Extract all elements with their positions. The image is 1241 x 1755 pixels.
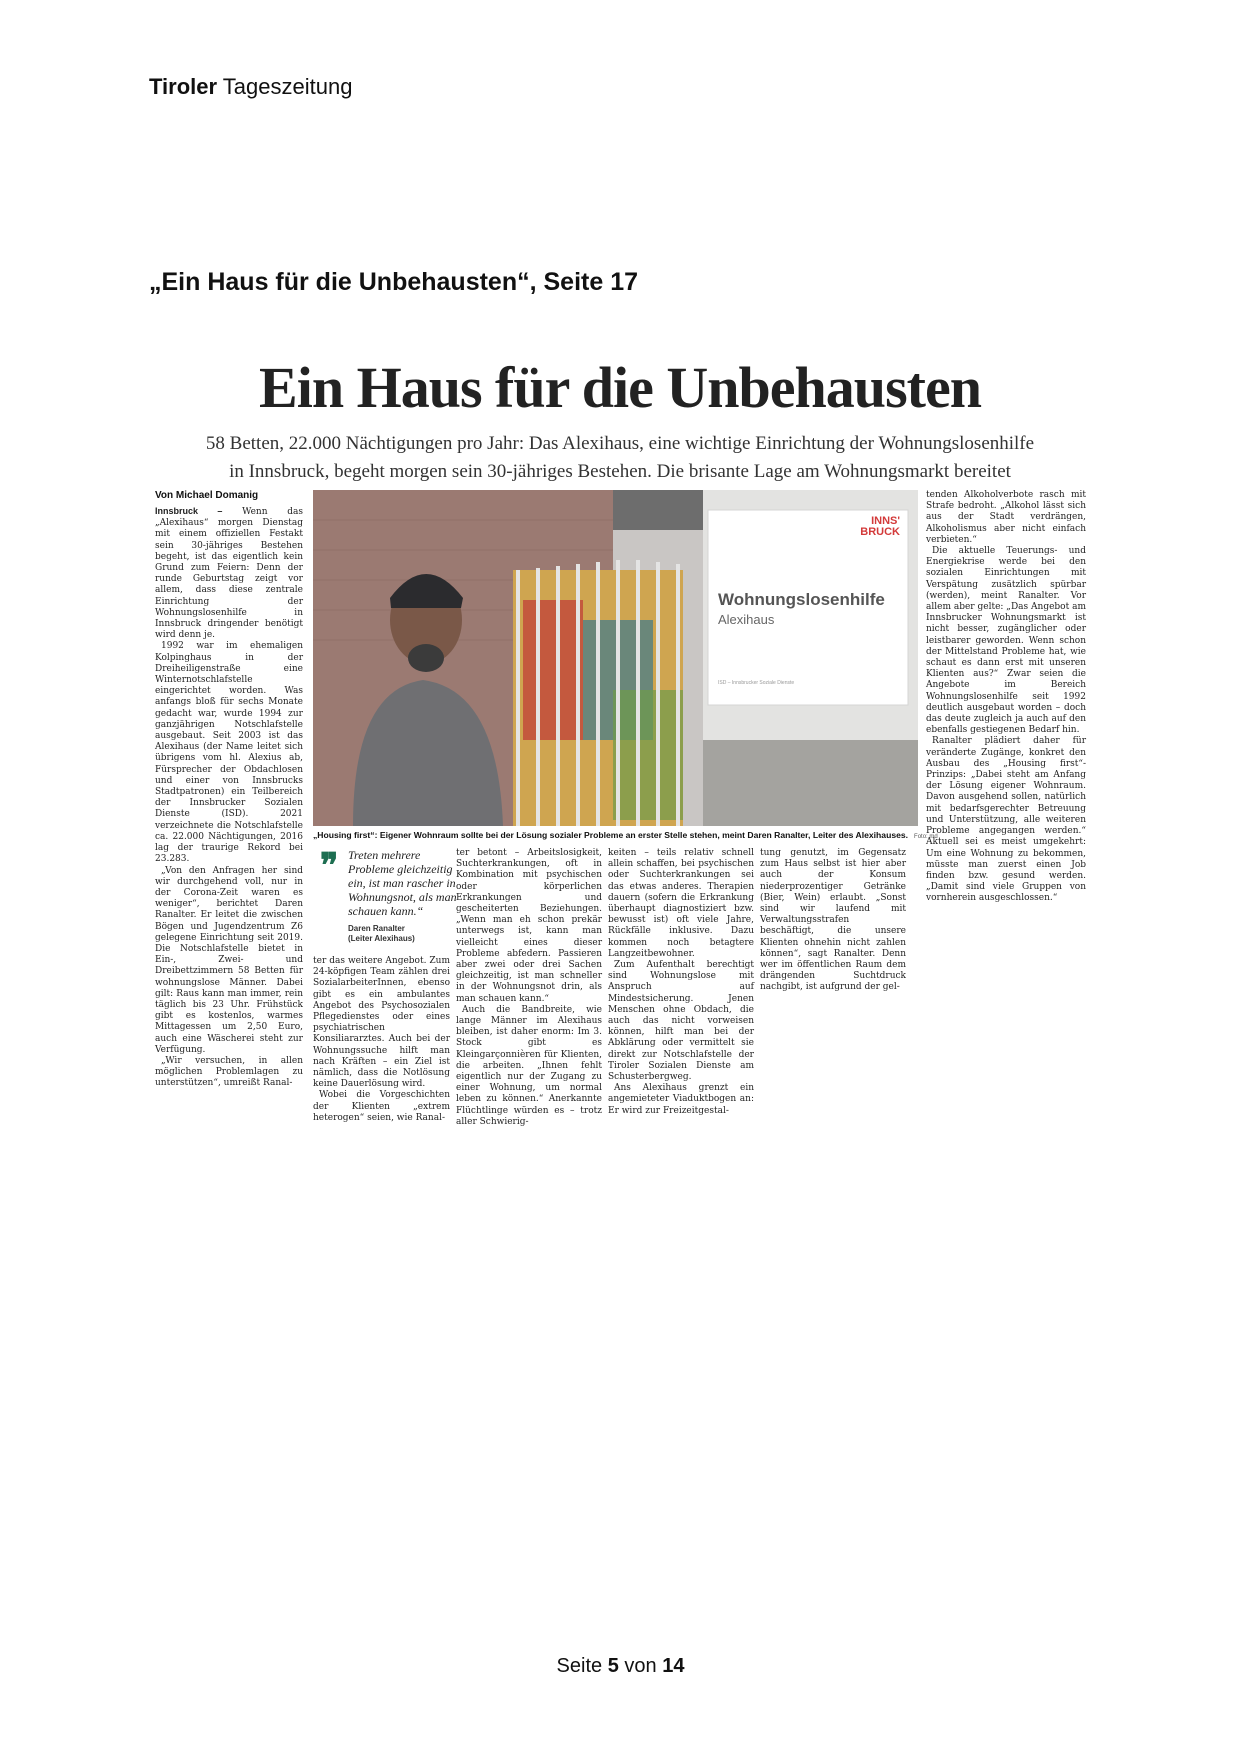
sign-subtitle: Alexihaus	[718, 612, 775, 627]
paragraph: „Von den Anfragen her sind wir durchgehend voll, nur in der Corona-Zeit waren es weniger“, berichtet Daren Ranalter. Er leitet die zwischen Bögen und Jugendzentrum Z6 gelegene Einrichtung seit 2019. Die Notschlafstelle bietet in Ein-, Zwei- und Dreibettzimmern 58 Betten für wohnungslose Männer. Dabei gilt: Raus kann man immer, rein täglich bis 23 Uhr. Frühstück gibt es kostenlos, warmes Mittagessen um 2,50 Euro, auch eine Wäscherei steht zur Verfügung.	[155, 865, 303, 1055]
photo-caption	[313, 830, 938, 840]
paragraph: Wobei die Vorgeschichten der Klienten „extrem heterogen“ seien, wie Ranal-	[313, 1090, 450, 1123]
sign-logo-line-2: BRUCK	[860, 526, 900, 538]
sign-logo-line-1: INNS'	[871, 515, 900, 527]
article-column-6	[926, 490, 1086, 1010]
paragraph: Wenn das „Alexihaus“ morgen Dienstag mit einem offiziellen Festakt sein 30-jähriges Bestehen begeht, ist das eigentlich kein Grund zum Feiern: Denn der runde Geburtstag zeigt vor allem, dass diese zentrale Einrichtung der Wohnungslosenhilfe in Innsbruck dringender benötigt wird denn je.	[155, 507, 303, 641]
article-column-1	[155, 506, 303, 1106]
footer-page-total: 14	[662, 1655, 685, 1677]
footer-prefix: Seite	[556, 1655, 603, 1677]
paragraph: Die aktuelle Teuerungs- und Energiekrise werde bei den sozialen Einrichtungen mit Verspätung zusätzlich spürbar (werden), meint Ranalter. Vor allem aber gelte: „Das Angebot am Innsbrucker Wohnungsmarkt ist nicht besser, zugänglicher oder leistbarer geworden. Wenn schon der Mittelstand Probleme hat, wie schaut es dann erst mit unseren Klienten aus?“ Zwar seien die Angebote im Bereich Wohnungslosenhilfe seit 1992 deutlich ausgebaut worden – doch das deute zugleich ja auch auf den ebenfalls gestiegenen Bedarf hin.	[926, 546, 1086, 736]
page-footer	[0, 1655, 1241, 1678]
paragraph: Auch die Bandbreite, wie lange Männer im Alexihaus bleiben, ist daher enorm: Im 3. Stock gibt es Kleingarçonnièren für Klienten, die arbeiten. „Ihnen fehlt eigentlich nur der Zugang zu einer Wohnung, um normal leben zu können.“ Anerkannte Flüchtlinge würden es – trotz aller Schwierig-	[456, 1004, 602, 1127]
paragraph: Ranalter plädiert daher für veränderte Zugänge, konkret den Ausbau des „Housing first“-Prinzips: „Dabei steht am Anfang der Lösung eigener Wohnraum. Davon ausgehend sollen, natürlich mit bedarfsgerechter Betreuung und Unterstützung, alle weiteren Probleme angegangen werden.“ Aktuell sei es meist umgekehrt: Um eine Wohnung zu bekommen, müsste man zuerst einen Job finden bzw. gesund werden. „Damit sind viele Gruppen von vornherein ausgeschlossen.“	[926, 736, 1086, 904]
footer-middle: von	[624, 1655, 657, 1677]
photo-credit: Foto: md	[914, 834, 938, 840]
paragraph: tenden Alkoholverbote rasch mit Strafe bedroht. „Alkohol lässt sich aus der Stadt verdrängen, Alkoholismus aber nicht einfach verbieten.“	[926, 490, 1086, 545]
masthead	[149, 74, 352, 100]
article-clipping	[150, 340, 1090, 1150]
article-byline: Von Michael Domanig	[155, 490, 259, 501]
paragraph: ter betont – Arbeitslosigkeit, Suchterkrankungen, oft in Kombination mit psychischen oder körperlichen Erkrankungen und gescheiterten Beziehungen. „Wenn man eh schon prekär unterwegs ist, kann man vielleicht eines dieser Probleme abfedern. Passieren aber zwei oder drei Sachen gleichzeitig, ist man schneller in der Wohnungsnot drin, als man schauen kann.“	[456, 848, 602, 1004]
paragraph: Ans Alexihaus grenzt ein angemieteter Viaduktbogen an: Er wird zur Freizeitgestal-	[608, 1083, 754, 1116]
photo-illustration	[313, 490, 918, 826]
paragraph: ter das weitere Angebot. Zum 24-köpfigen Team zählen drei SozialarbeiterInnen, ebenso gibt es ein ambulantes Angebot des Psychosozialen Pflegedienstes oder eines psychiatrischen Konsiliararztes. Auch bei der Wohnungssuche hilft man nach Kräften – ein Ziel ist nämlich, dass die Notlösung keine Dauerlösung wird.	[313, 956, 450, 1090]
sign-small-text: ISD – Innsbrucker Soziale Dienste	[718, 680, 795, 686]
paragraph: tung genutzt, im Gegensatz zum Haus selbst ist hier aber auch der Konsum niederprozentiger Getränke (Bier, Wein) erlaubt. „Sonst sind wir laufend mit Verwaltungsstrafen beschäftigt, die unsere Klienten ohnehin nicht zahlen können“, sagt Ranalter. Denn wer im öffentlichen Raum dem drängenden Suchtdruck nachgibt, ist aufgrund der gel-	[760, 848, 906, 993]
reference-title: „Ein Haus für die Unbehausten“, Seite 17	[149, 268, 639, 296]
quote-text: Treten mehrere Probleme gleichzeitig ein, ist man rascher in Wohnungsnot, als man schauen kann.“	[348, 848, 457, 918]
sign-title: Wohnungslosenhilfe	[718, 590, 885, 609]
quote-mark-icon: ❞	[320, 848, 339, 885]
article-photo	[313, 490, 918, 826]
footer-page-number: 5	[607, 1655, 619, 1677]
article-column-5	[760, 848, 906, 1048]
quote-author-role: (Leiter Alexihaus)	[348, 934, 415, 943]
article-dek: 58 Betten, 22.000 Nächtigungen pro Jahr: Das Alexihaus, eine wichtige Einrichtung der Wohnungslosenhilfe in Innsbruck, begeht morgen sein 30-jähriges Bestehen. Die brisante Lage am Wohnungsmarkt bereitet	[205, 433, 1035, 482]
dateline: Innsbruck –	[155, 506, 223, 516]
paragraph: „Wir versuchen, in allen möglichen Problemlagen zu unterstützen“, umreißt Ranal-	[155, 1055, 303, 1089]
masthead-brand-rest: Tageszeitung	[222, 74, 353, 99]
article-headline: Ein Haus für die Unbehausten	[259, 355, 981, 420]
article-column-2	[313, 956, 450, 1123]
quote-author: Daren Ranalter	[348, 924, 405, 933]
masthead-brand-bold: Tiroler	[149, 74, 218, 99]
article-column-4	[608, 848, 754, 1116]
paragraph: Zum Aufenthalt berechtigt sind Wohnungslose mit Anspruch auf Mindestsicherung. Jenen Menschen ohne Obdach, die auch das nicht vorweisen können, hilft man bei der Abklärung oder vermittelt sie direkt zur Notschlafstelle der Tiroler Sozialen Dienste am Schusterbergweg.	[608, 960, 754, 1083]
quote-author-block	[348, 924, 415, 944]
paragraph: 1992 war im ehemaligen Kolpinghaus in der Dreiheiligenstraße eine Winternotschlafstelle eingerichtet worden. Was anfangs bloß für sechs Monate gedacht war, wurde 1994 zur ganzjährigen Notschlafstelle ausgebaut. Seit 2003 ist das Alexihaus (der Name leitet sich übrigens vom hl. Alexius ab, Fürsprecher der Obdachlosen und einer von Innsbrucks Stadtpatronen) ein Teilbereich der Innsbrucker Sozialen Dienste (ISD). 2021 verzeichnete die Notschlafstelle ca. 22.000 Nächtigungen, 2016 lag der traurige Rekord bei 23.283.	[155, 641, 303, 865]
paragraph: keiten – teils relativ schnell allein schaffen, bei psychischen oder Suchterkrankungen sei das etwas anderes. Therapien dauern (sofern die Erkrankung überhaupt diagnostiziert bzw. bewusst ist) oft viele Jahre, Rückfälle inklusive. Dazu kommen noch betagtere Langzeitbewohner.	[608, 848, 754, 959]
sign-logo	[858, 516, 900, 538]
caption-text: „Housing first“: Eigener Wohnraum sollte bei der Lösung sozialer Probleme an erster Stelle stehen, meint Daren Ranalter, Leiter des Alexihauses.	[313, 830, 909, 840]
article-column-3	[456, 848, 602, 1127]
